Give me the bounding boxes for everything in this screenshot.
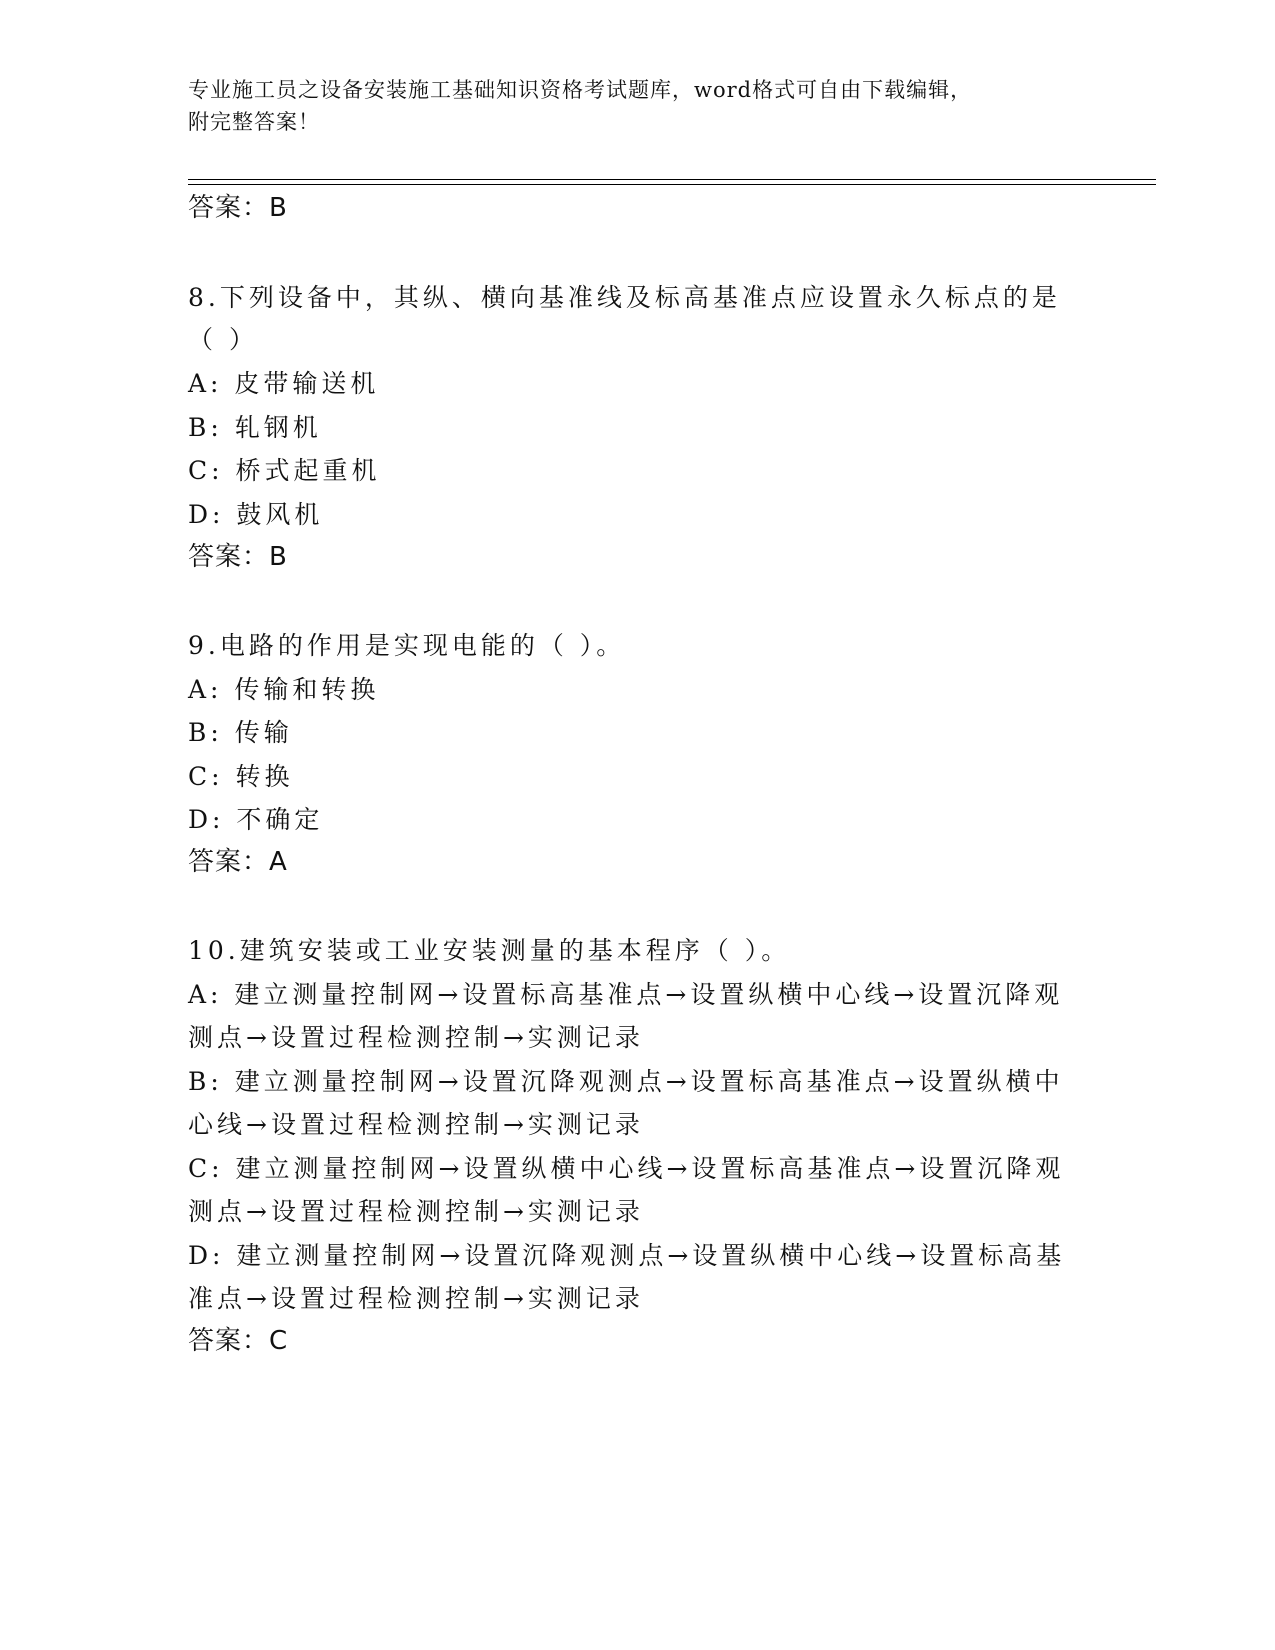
q10-option-a-line-1: A: 建立测量控制网→设置标高基准点→设置纵横中心线→设置沉降观: [188, 980, 1064, 1009]
document-header: [188, 74, 1068, 138]
q8-option-b: B: 轧钢机: [188, 413, 322, 442]
q9-option-b: B: 传输: [188, 718, 293, 747]
q8-option-d: D: 鼓风机: [188, 500, 324, 529]
q10-option-a-line-2: 测点→设置过程检测控制→实测记录: [188, 1023, 644, 1052]
q8-stem-line-2: （ ）: [188, 325, 258, 354]
q8-stem-line-1: 8.下列设备中，其纵、横向基准线及标高基准点应设置永久标点的是: [188, 283, 1061, 312]
q10-option-d-line-1: D: 建立测量控制网→设置沉降观测点→设置纵横中心线→设置标高基: [188, 1241, 1066, 1270]
q9-option-c: C: 转换: [188, 762, 294, 791]
q8-option-a: A: 皮带输送机: [188, 369, 380, 398]
header-line-2: 附完整答案！: [188, 110, 320, 134]
q10-option-c-line-2: 测点→设置过程检测控制→实测记录: [188, 1197, 644, 1226]
q10-stem: 10.建筑安装或工业安装测量的基本程序（ ）。: [188, 936, 791, 965]
q8-option-c: C: 桥式起重机: [188, 456, 381, 485]
q9-stem: 9.电路的作用是实现电能的（ ）。: [188, 631, 626, 660]
header-divider-top: [188, 179, 1156, 180]
q8-answer: 答案：B: [188, 542, 288, 572]
q9-option-d: D: 不确定: [188, 805, 324, 834]
q9-option-a: A: 传输和转换: [188, 675, 380, 704]
q10-option-b-line-2: 心线→设置过程检测控制→实测记录: [188, 1110, 644, 1139]
q10-option-b-line-1: B: 建立测量控制网→设置沉降观测点→设置标高基准点→设置纵横中: [188, 1067, 1064, 1096]
q10-option-d-line-2: 准点→设置过程检测控制→实测记录: [188, 1284, 644, 1313]
header-line-1: 专业施工员之设备安装施工基础知识资格考试题库，word格式可自由下载编辑，: [188, 78, 973, 102]
q10-option-c-line-1: C: 建立测量控制网→设置纵横中心线→设置标高基准点→设置沉降观: [188, 1154, 1065, 1183]
q10-answer: 答案：C: [188, 1326, 289, 1356]
header-divider-bottom: [188, 184, 1156, 185]
previous-answer: 答案：B: [188, 193, 288, 223]
q9-answer: 答案：A: [188, 847, 288, 877]
